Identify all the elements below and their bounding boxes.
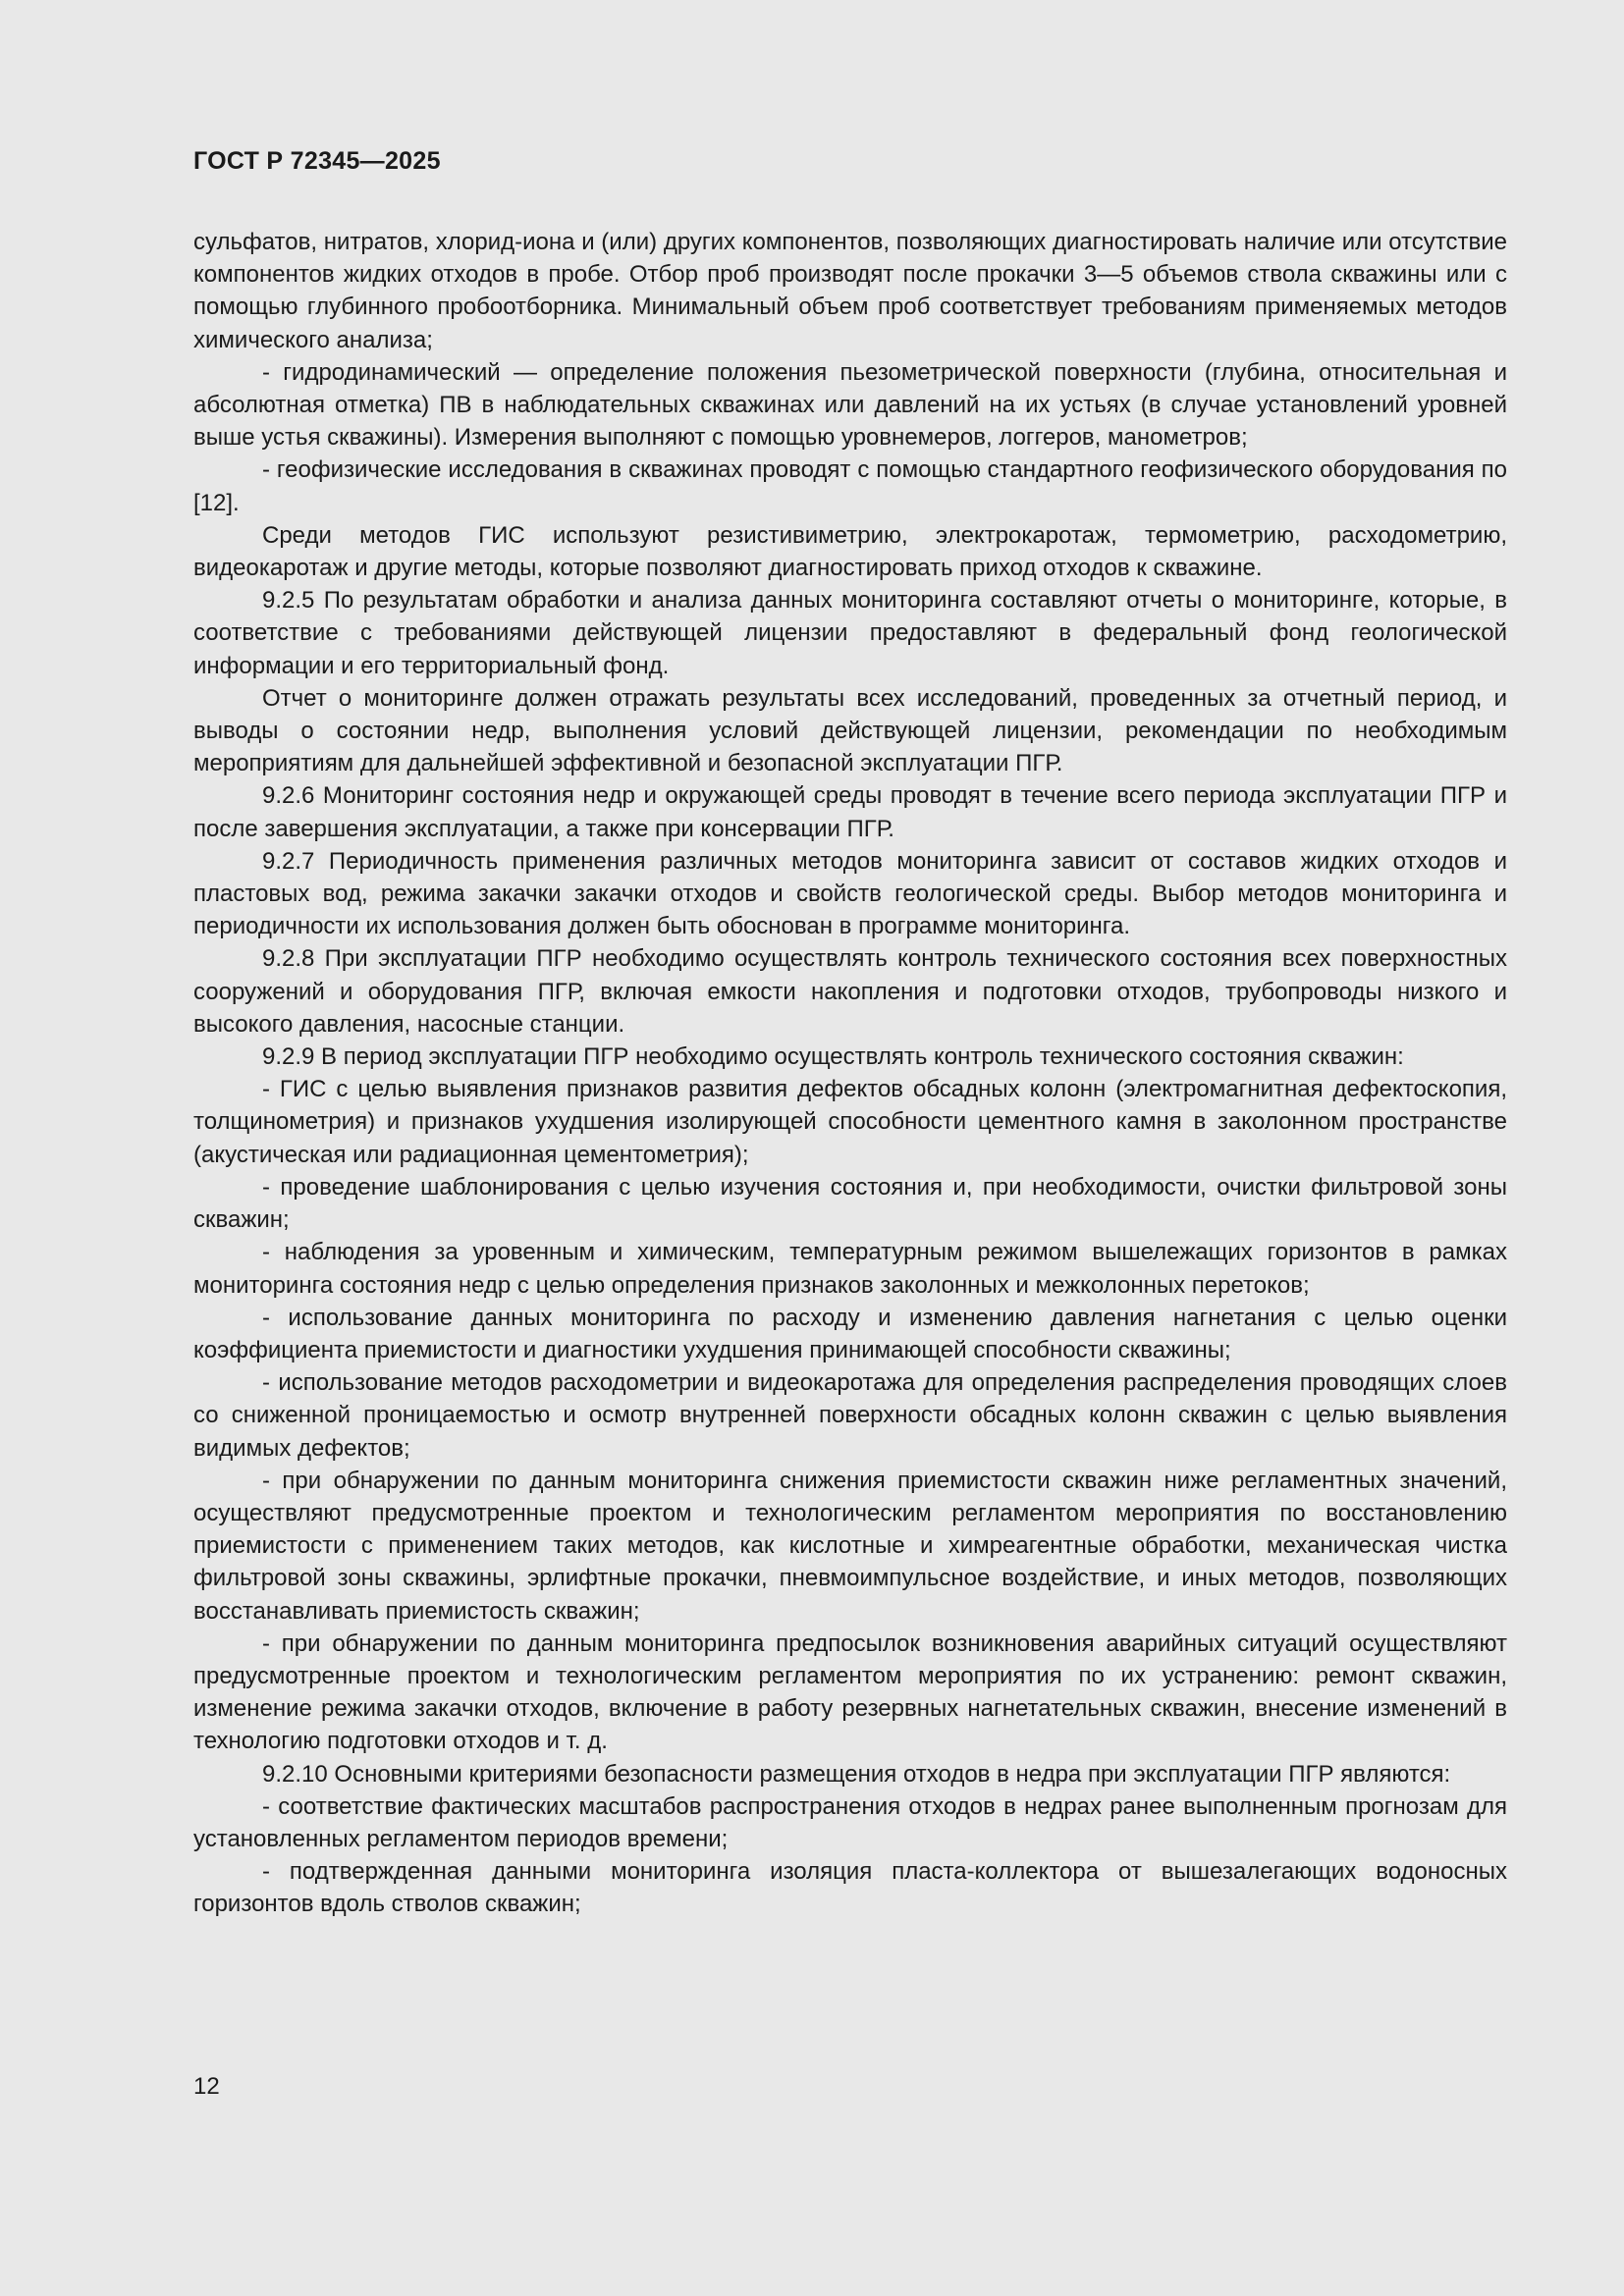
paragraph: 9.2.7 Периодичность применения различных методов мониторинга зависит от составов жидких отходов и пластовых вод, режима закачки закачки отходов и свойств геологической среды. Выбор методов мониторинга и периодичности их использования должен быть обоснован в программе мониторинга. — [193, 847, 1507, 940]
paragraph: - при обнаружении по данным мониторинга предпосылок возникновения аварийных ситуаций осуществляют предусмотренные проектом и технологическим регламентом мероприятия по их устранению: ремонт скважин, изменение режима закачки отходов, включение в работу резервных нагнетательных скважин, внесение изменений в технологию подготовки отходов и т. д. — [193, 1629, 1507, 1755]
paragraph: Отчет о мониторинге должен отражать результаты всех исследований, проведенных за отчетный период, и выводы о состоянии недр, выполнения условий действующей лицензии, рекомендации по необходимым мероприятиям для дальнейшей эффективной и безопасной эксплуатации ПГР. — [193, 684, 1507, 777]
paragraph: - подтвержденная данными мониторинга изоляция пласта-коллектора от вышезалегающих водоносных горизонтов вдоль стволов скважин; — [193, 1858, 1507, 1918]
paragraph: - геофизические исследования в скважинах проводят с помощью стандартного геофизического оборудования по [12]. — [193, 456, 1507, 516]
paragraph: сульфатов, нитратов, хлорид-иона и (или) других компонентов, позволяющих диагностировать наличие или отсутствие компонентов жидких отходов в пробе. Отбор проб производят после прокачки 3—5 объемов ствола скважины или с помощью глубинного пробоотборника. Минимальный объем проб соответствует требованиям применяемых методов химического анализа; — [193, 229, 1507, 353]
paragraph: - при обнаружении по данным мониторинга снижения приемистости скважин ниже регламентных значений, осуществляют предусмотренные проектом и технологическим регламентом мероприятия по восстановлению приемистости с применением таких методов, как кислотные и химреагентные обработки, механическая чистка фильтровой зоны скважины, эрлифтные прокачки, пневмоимпульсное воздействие, и иных методов, позволяющих восстанавливать приемистость скважин; — [193, 1467, 1507, 1625]
paragraph: 9.2.5 По результатам обработки и анализа данных мониторинга составляют отчеты о мониторинге, которые, в соответствие с требованиями действующей лицензии предоставляют в федеральный фонд геологической информации и его территориальный фонд. — [193, 587, 1507, 679]
page-number: 12 — [193, 2073, 220, 2100]
paragraph: - гидродинамический — определение положения пьезометрической поверхности (глубина, относительная и абсолютная отметка) ПВ в наблюдательных скважинах или давлений на их устьях (в случае установлений уровней выше устья скважины). Измерения выполняют с помощью уровнемеров, логгеров, манометров; — [193, 358, 1507, 452]
paragraph: - соответствие фактических масштабов распространения отходов в недрах ранее выполненным прогнозам для установленных регламентом периодов времени; — [193, 1792, 1507, 1852]
paragraph: - проведение шаблонирования с целью изучения состояния и, при необходимости, очистки фильтровой зоны скважин; — [193, 1173, 1507, 1234]
paragraph: Среди методов ГИС используют резистивиметрию, электрокаротаж, термометрию, расходометрию, видеокаротаж и другие методы, которые позволяют диагностировать приход отходов к скважине. — [193, 521, 1507, 582]
paragraph: 9.2.6 Мониторинг состояния недр и окружающей среды проводят в течение всего периода эксплуатации ПГР и после завершения эксплуатации, а также при консервации ПГР. — [193, 782, 1507, 842]
document-header: ГОСТ Р 72345—2025 — [193, 147, 441, 175]
paragraph: - ГИС с целью выявления признаков развития дефектов обсадных колонн (электромагнитная дефектоскопия, толщинометрия) и признаков ухудшения изолирующей способности цементного камня в заколонном пространстве (акустическая или радиационная цементометрия); — [193, 1076, 1507, 1168]
paragraph: - использование данных мониторинга по расходу и изменению давления нагнетания с целью оценки коэффициента приемистости и диагностики ухудшения принимающей способности скважины; — [193, 1304, 1507, 1363]
paragraph: 9.2.9 В период эксплуатации ПГР необходимо осуществлять контроль технического состояния скважин: — [262, 1043, 1404, 1071]
document-body — [193, 226, 1507, 1921]
paragraph: - использование методов расходометрии и видеокаротажа для определения распределения проводящих слоев со сниженной проницаемостью и осмотр внутренней поверхности обсадных колонн скважин с целью выявления видимых дефектов; — [193, 1369, 1507, 1462]
paragraph: - наблюдения за уровенным и химическим, температурным режимом вышележащих горизонтов в рамках мониторинга состояния недр с целью определения признаков заколонных и межколонных перетоков; — [193, 1239, 1507, 1299]
paragraph: 9.2.10 Основными критериями безопасности размещения отходов в недра при эксплуатации ПГР являются: — [262, 1760, 1451, 1788]
paragraph: 9.2.8 При эксплуатации ПГР необходимо осуществлять контроль технического состояния всех поверхностных сооружений и оборудования ПГР, включая емкости накопления и подготовки отходов, трубопроводы низкого и высокого давления, насосные станции. — [193, 945, 1507, 1038]
